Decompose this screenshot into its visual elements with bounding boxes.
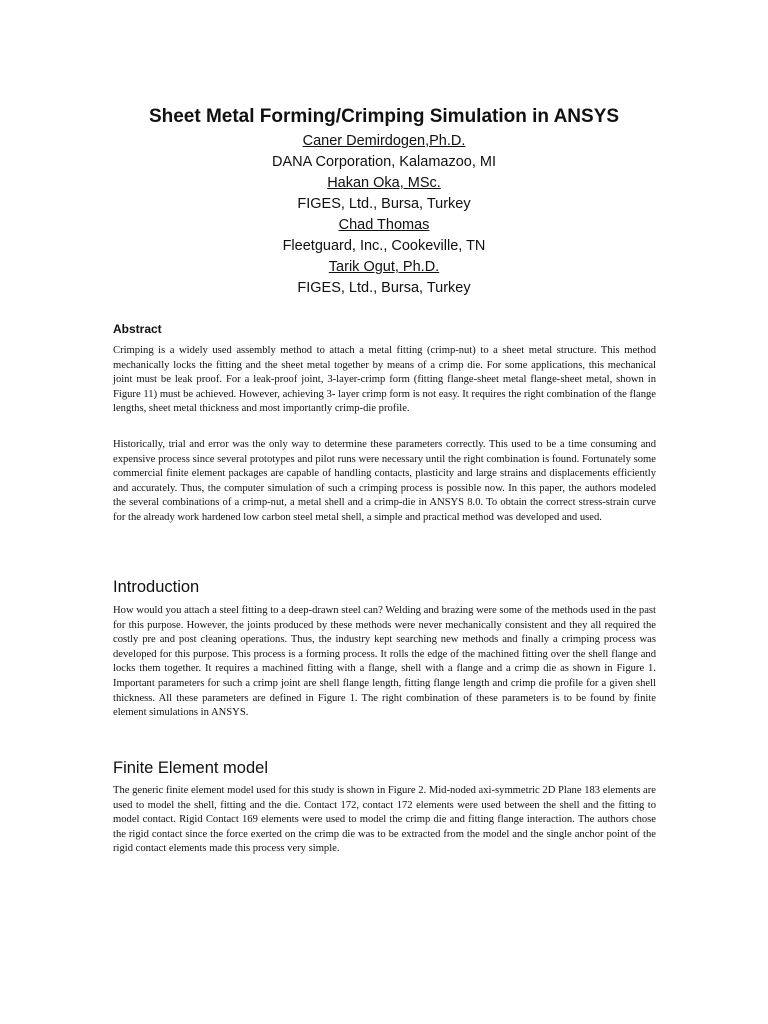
author-affiliation: DANA Corporation, Kalamazoo, MI	[271, 154, 497, 170]
author-name: Hakan Oka, MSc.	[327, 175, 441, 191]
abstract-paragraph-1: Crimping is a widely used assembly method to attach a metal fitting (crimp-nut) to a sheet metal structure. This method mechanically locks the fitting and the sheet metal together by means of a crimp die. For some applications, this mechanical joint must be leak proof. For a leak-proof joint, 3-layer-crimp form (fitting flange-sheet metal flange-sheet metal, shown in Figure 11) must be achieved. However, achieving 3- layer crimp form is not easy. It requires the right combination of the flange lengths, sheet metal thickness and most importantly crimp-die profile.	[113, 345, 656, 415]
paper-title: Sheet Metal Forming/Crimping Simulation in ANSYS	[148, 106, 620, 127]
abstract-paragraph-2: Historically, trial and error was the only way to determine these parameters correctly. This used to be a time consuming and expensive process since several prototypes and pilot runs were necessary until the right combination is found. Fortunately some commercial finite element packages are capable of handling contacts, plasticity and large strains and displacements efficiently and accurately. Thus, the computer simulation of such a crimping process is possible now. In this paper, the authors modeled the several combinations of a crimp-nut, a metal shell and a crimp-die in ANSYS 8.0. To obtain the correct stress-strain curve for the already work hardened low carbon steel metal shell, a simple and practical method was developed and used.	[113, 439, 656, 523]
fem-heading: Finite Element model	[113, 759, 268, 777]
author-name: Tarik Ogut, Ph.D.	[328, 259, 440, 275]
author-affiliation: FIGES, Ltd., Bursa, Turkey	[297, 196, 471, 212]
author-name: Caner Demirdogen,Ph.D.	[302, 133, 466, 149]
introduction-paragraph: How would you attach a steel fitting to a deep-drawn steel can? Welding and brazing were some of the methods used in the past for this purpose. However, the joints produced by these methods were never mechanically consistent and they all required the costly pre and post cleaning operations. Thus, the industry kept searching new methods and finally a crimping process was developed for this purpose. This process is a forming process. It rolls the edge of the machined fitting over the shell flange and locks them together. It requires a machined fitting with a flange, shell with a flange and a crimp die as shown in Figure 1. Important parameters for such a crimp joint are shell flange length, fitting flange length and crimp die profile for a given shell thickness. All these parameters are defined in Figure 1. The right combination of these parameters is to be found by finite element simulations in ANSYS.	[113, 605, 656, 719]
introduction-heading: Introduction	[113, 578, 200, 596]
author-affiliation: FIGES, Ltd., Bursa, Turkey	[297, 280, 471, 296]
abstract-heading: Abstract	[113, 322, 162, 336]
fem-paragraph: The generic finite element model used for this study is shown in Figure 2. Mid-noded axi-symmetric 2D Plane 183 elements are used to model the shell, fitting and the die. Contact 172, contact 172 elements were used between the shell and the fitting to model contact. Rigid Contact 169 elements were used to model the crimp die and fitting flange interaction. The authors chose the rigid contact since the force exerted on the crimp die was to be extracted from the model and the single anchor point of the rigid contact elements made this process very simple.	[113, 785, 656, 855]
author-name: Chad Thomas	[338, 217, 430, 233]
author-block	[0, 131, 768, 299]
author-affiliation: Fleetguard, Inc., Cookeville, TN	[282, 238, 486, 254]
